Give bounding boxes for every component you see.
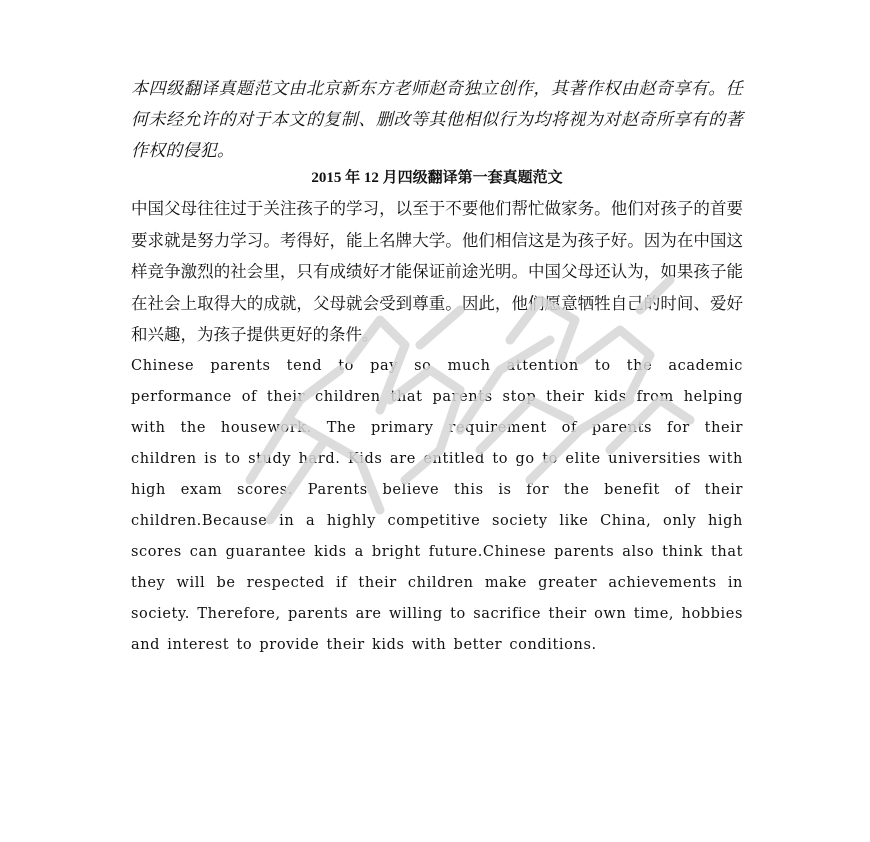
document-page xyxy=(131,74,743,661)
chinese-paragraph: 中国父母往往过于关注孩子的学习，以至于不要他们帮忙做家务。他们对孩子的首要要求就是努力学习。考得好，能上名牌大学。他们相信这是为孩子好。因为在中国这样竞争激烈的社会里，只有成绩好才能保证前途光明。中国父母还认为，如果孩子能在社会上取得大的成就，父母就会受到尊重。因此，他们愿意牺牲自己的时间、爱好和兴趣，为孩子提供更好的条件。 xyxy=(131,199,743,344)
copyright-notice: 本四级翻译真题范文由北京新东方老师赵奇独立创作，其著作权由赵奇享有。任何未经允许的对于本文的复制、删改等其他相似行为均将视为对赵奇所享有的著作权的侵犯。 xyxy=(131,79,743,161)
english-paragraph: Chinese parents tend to pay so much attention to the academic performance of their children that parents stop their kids from helping with the housework. The primary requirement of parents for their children is to study hard. Kids are entitled to go to elite universities with high exam scores. Parents believe this is for the benefit of their children.Because in a highly competitive society like China, only high scores can guarantee kids a bright future.Chinese parents also think that they will be respected if their children make greater achievements in society. Therefore, parents are willing to sacrifice their own time, hobbies and interest to provide their kids with better conditions. xyxy=(131,357,743,653)
document-title: 2015 年 12 月四级翻译第一套真题范文 xyxy=(311,170,563,186)
